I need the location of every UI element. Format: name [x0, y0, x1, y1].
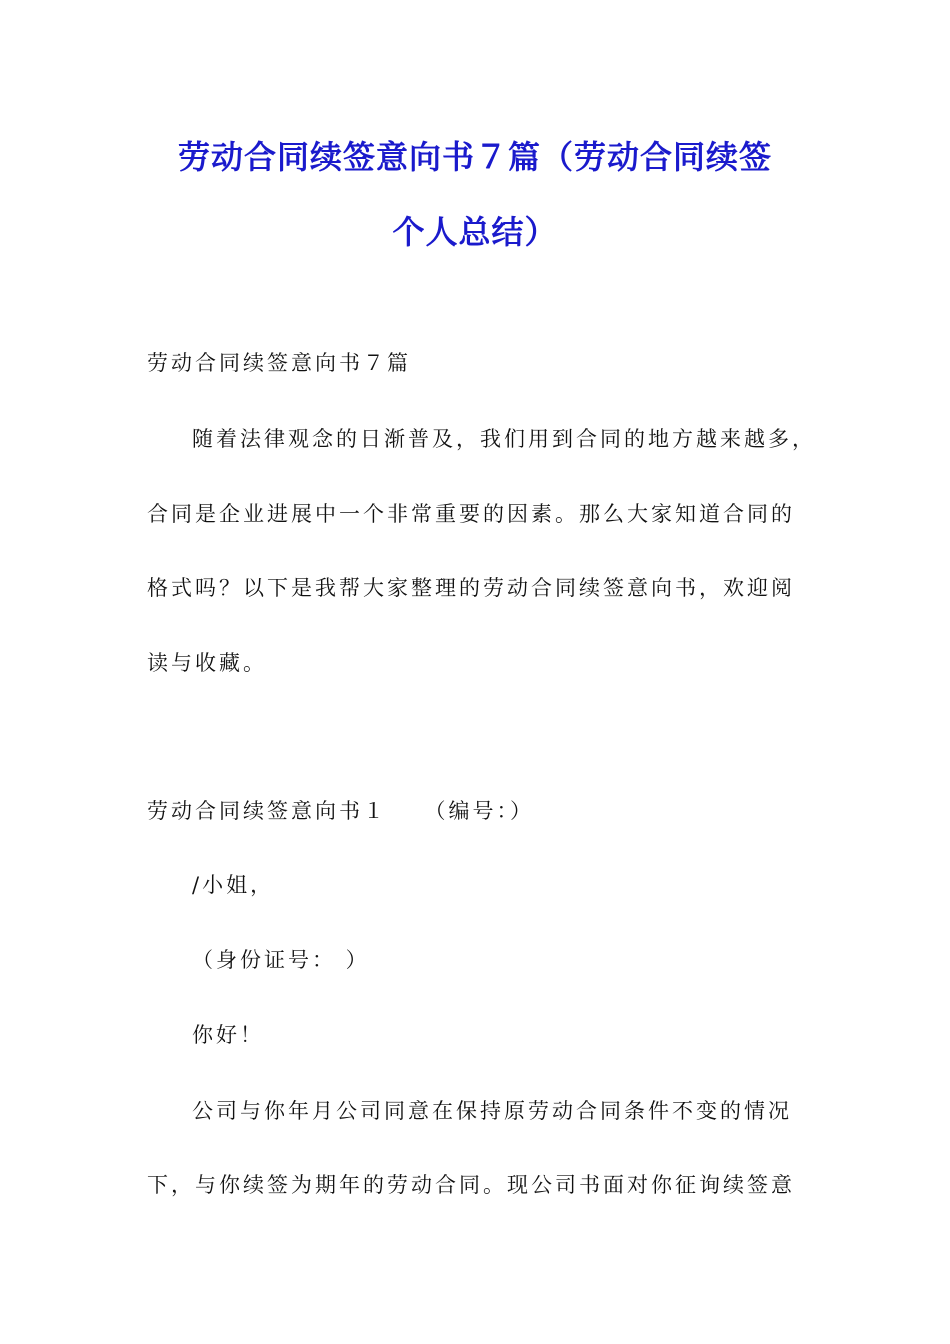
intro-paragraph-line-4: 读与收藏。 — [147, 651, 267, 675]
letter-body-line-2: 下，与你续签为期年的劳动合同。现公司书面对你征询续签意 — [147, 1173, 795, 1197]
intro-paragraph-line-3: 格式吗？以下是我帮大家整理的劳动合同续签意向书，欢迎阅 — [147, 576, 795, 600]
letter-id-number: （身份证号： ） — [192, 948, 370, 972]
letter-recipient: /小姐， — [192, 873, 275, 897]
document-title-line-1: 劳动合同续签意向书７篇（劳动合同续签 — [177, 138, 772, 176]
letter-body-line-1: 公司与你年月公司同意在保持原劳动合同条件不变的情况 — [192, 1099, 792, 1123]
subheading: 劳动合同续签意向书７篇 — [147, 351, 411, 375]
intro-paragraph-line-2: 合同是企业进展中一个非常重要的因素。那么大家知道合同的 — [147, 502, 795, 526]
document-title-line-2: 个人总结） — [392, 213, 558, 251]
letter-heading: 劳动合同续签意向书１ （编号：） — [147, 799, 534, 823]
letter-greeting: 你好！ — [192, 1023, 264, 1047]
intro-paragraph-line-1: 随着法律观念的日渐普及，我们用到合同的地方越来越多， — [192, 427, 816, 451]
